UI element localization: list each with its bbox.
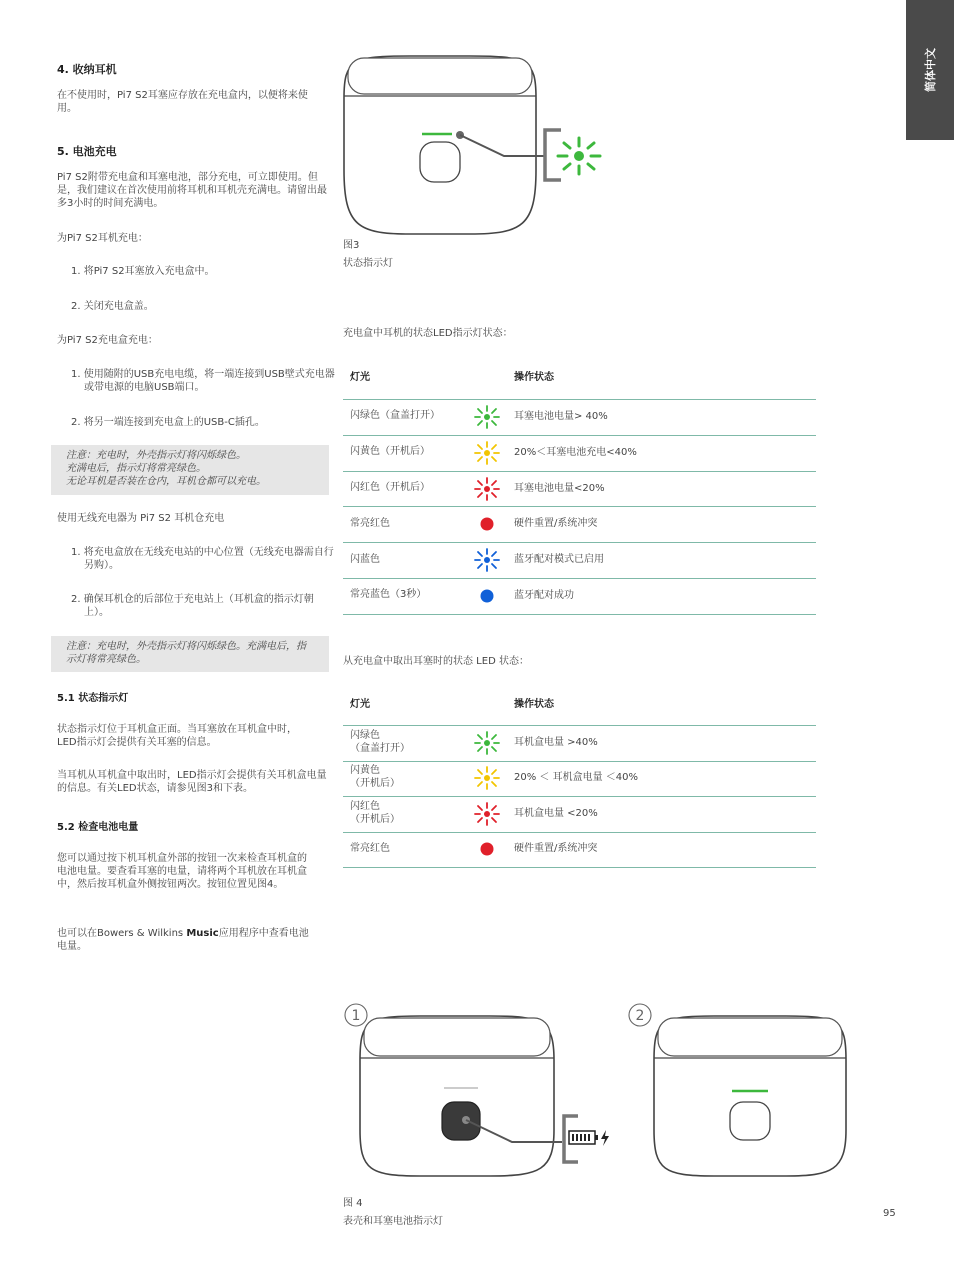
table-row-light: 闪红色（开机后） <box>350 482 430 493</box>
flash-led-icon <box>474 730 500 756</box>
section-5-2-title: 5.2 检查电池电量 <box>57 822 139 833</box>
table-row-led <box>474 511 500 537</box>
section-5-1-para-2: 当耳机从耳机盒中取出时，LED指示灯会提供有关耳机盒电量的信息。有关LED状态，请参见图3和下表。 <box>57 770 327 794</box>
table-2-header-light: 灯光 <box>350 699 370 710</box>
table-row-status: 蓝牙配对模式已启用 <box>514 554 604 566</box>
page-number: 95 <box>883 1208 896 1219</box>
table-row-status: 硬件重置/系统冲突 <box>514 843 598 855</box>
table-2-header-status: 操作状态 <box>514 699 554 710</box>
flash-green-led-icon <box>555 134 603 178</box>
section-5-2-para-1: 您可以通过按下机耳机盒外部的按钮一次来检查耳机盒的电池电量。要查看耳塞的电量，请将两个耳机放在耳机盒中，然后按耳机盒外侧按钮两次。按钮位置见图4。 <box>57 853 307 890</box>
table-row-divider <box>343 614 816 615</box>
table-row-divider <box>343 471 816 472</box>
solid-led-icon <box>474 836 500 862</box>
figure-4-label: 图 4 <box>343 1198 363 1209</box>
table-row-status: 耳机盒电量 <20% <box>514 807 598 819</box>
table-row-divider <box>343 542 816 543</box>
section-4-body: 在不使用时，Pi7 S2耳塞应存放在充电盒内，以便将来使用。 <box>57 90 308 114</box>
section-5-title: 5. 电池充电 <box>57 145 117 158</box>
table-row-status: 蓝牙配对成功 <box>514 589 574 601</box>
table-row-light: 常亮蓝色（3秒） <box>350 589 427 601</box>
wireless-step-2: 2. 确保耳机仓的后部位于充电站上（耳机盒的指示灯朝上）。 <box>71 594 314 618</box>
table-row-status: 20% ＜ 耳机盒电量 ＜40% <box>514 772 638 784</box>
table-row-led <box>474 404 500 430</box>
flash-led-icon <box>474 547 500 573</box>
table-row-led <box>474 801 500 827</box>
battery-charging-icon <box>568 1128 612 1148</box>
earbuds-step-1: 1. 将Pi7 S2耳塞放入充电盒中。 <box>71 266 215 277</box>
table-row-light: 常亮红色 <box>350 842 390 854</box>
figure-3-caption: 状态指示灯 <box>343 258 393 269</box>
earbuds-step-2: 2. 关闭充电盒盖。 <box>71 301 154 312</box>
table-row-led <box>474 547 500 573</box>
language-tab <box>906 0 954 140</box>
table-row-light: 闪黄色（开机后） <box>350 446 430 458</box>
wireless-charge-intro: 使用无线充电器为 Pi7 S2 耳机仓充电 <box>57 513 225 524</box>
table-row-light: 常亮红色 <box>350 517 390 529</box>
table-row-led <box>474 583 500 609</box>
table-1-header-divider <box>343 399 816 400</box>
case-step-1: 1. 使用随附的USB充电电缆，将一端连接到USB壁式充电器或带电源的电脑USB端口。 <box>71 369 335 393</box>
charging-note-2: 注意：充电时，外壳指示灯将闪烁绿色。充满电后，指示灯将常亮绿色。 <box>51 636 329 672</box>
table-1-intro: 充电盒中耳机的状态LED指示灯状态： <box>343 328 513 339</box>
table-row-light: 闪蓝色 <box>350 553 380 565</box>
table-row-status: 耳机盒电量 >40% <box>514 736 598 748</box>
section-5-2-para-2: 也可以在Bowers & Wilkins Music应用程序中查看电池电量。 <box>57 928 309 952</box>
table-row-divider <box>343 578 816 579</box>
table-row-led <box>474 730 500 756</box>
flash-led-icon <box>474 476 500 502</box>
flash-led-icon <box>474 801 500 827</box>
table-row-light: 闪红色 （开机后） <box>350 800 400 825</box>
table-1-header-status: 操作状态 <box>514 372 554 383</box>
figure-4-caption: 表壳和耳塞电池指示灯 <box>343 1216 443 1227</box>
section-5-1-para-1: 状态指示灯位于耳机盒正面。当耳塞放在耳机盒中时，LED指示灯会提供有关耳塞的信息。 <box>57 724 297 748</box>
solid-led-icon <box>474 511 500 537</box>
table-2-header-divider <box>343 725 816 726</box>
flash-led-icon <box>474 765 500 791</box>
charging-note-1: 注意：充电时，外壳指示灯将闪烁绿色。 充满电后，指示灯将常亮绿色。 无论耳机是否装在仓内，耳机仓都可以充电。 <box>51 445 329 495</box>
section-5-body: Pi7 S2附带充电盒和耳塞电池，部分充电，可立即使用。但是，我们建议在首次使用前将耳机和耳机壳充满电。请留出最多3小时的时间充满电。 <box>57 172 327 209</box>
table-row-light: 闪绿色 （盒盖打开） <box>350 729 410 754</box>
table-1-header-light: 灯光 <box>350 372 370 383</box>
table-row-light: 闪黄色 （开机后） <box>350 765 400 790</box>
step-2-number: 2 <box>635 1008 645 1024</box>
language-tab-label: 简体中文 <box>924 48 937 92</box>
table-row-led <box>474 836 500 862</box>
table-row-led <box>474 765 500 791</box>
table-row-divider <box>343 506 816 507</box>
figure-4-case-2-illustration <box>620 1000 860 1185</box>
earbuds-charge-intro: 为Pi7 S2耳机充电： <box>57 233 148 244</box>
table-row-led <box>474 440 500 466</box>
table-row-divider <box>343 867 816 868</box>
table-row-status: 20%＜耳塞电池充电<40% <box>514 446 637 458</box>
wireless-step-1: 1. 将充电盒放在无线充电站的中心位置（无线充电器需自行另购）。 <box>71 547 334 571</box>
table-row-divider <box>343 435 816 436</box>
table-row-divider <box>343 832 816 833</box>
table-2-intro: 从充电盒中取出耳塞时的状态 LED 状态： <box>343 656 529 667</box>
flash-led-icon <box>474 440 500 466</box>
solid-led-icon <box>474 583 500 609</box>
table-row-light: 闪绿色（盒盖打开） <box>350 410 440 422</box>
table-row-status: 耳塞电池电量<20% <box>514 482 605 494</box>
table-row-status: 耳塞电池电量> 40% <box>514 410 608 422</box>
section-5-1-title: 5.1 状态指示灯 <box>57 693 129 704</box>
figure-3-label: 图3 <box>343 240 360 251</box>
step-1-number: 1 <box>351 1008 361 1024</box>
flash-led-icon <box>474 404 500 430</box>
table-row-divider <box>343 796 816 797</box>
table-row-status: 硬件重置/系统冲突 <box>514 518 598 530</box>
section-4-title: 4. 收纳耳机 <box>57 63 117 76</box>
figure-4-case-1-illustration <box>340 1000 620 1185</box>
table-row-divider <box>343 761 816 762</box>
case-charge-intro: 为Pi7 S2充电盒充电： <box>57 335 158 346</box>
case-step-2: 2. 将另一端连接到充电盒上的USB-C插孔。 <box>71 417 265 428</box>
table-row-led <box>474 476 500 502</box>
